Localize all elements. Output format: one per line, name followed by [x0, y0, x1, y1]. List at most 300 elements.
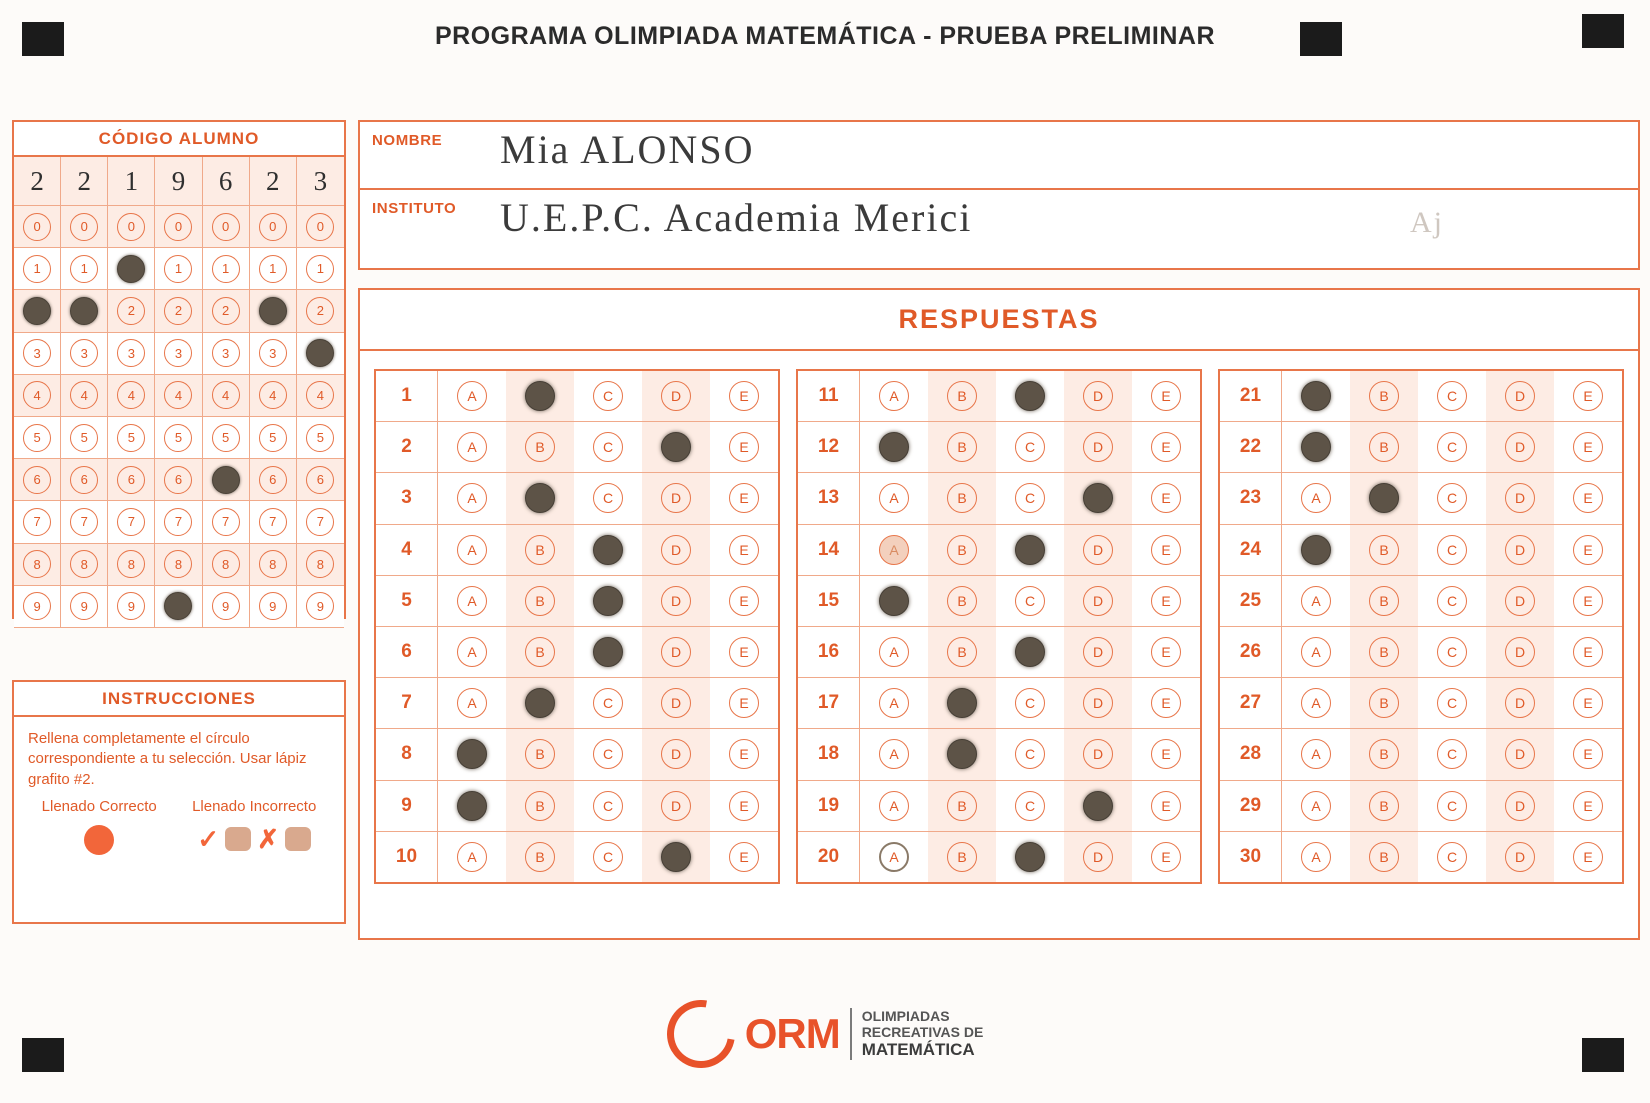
answer-option-cell[interactable]: [1282, 422, 1350, 472]
code-bubble[interactable]: 3: [259, 339, 287, 367]
answer-option-cell[interactable]: [438, 781, 506, 831]
answer-bubble[interactable]: D: [1505, 791, 1535, 821]
answer-option-cell[interactable]: [642, 627, 710, 677]
answer-option-cell[interactable]: [860, 525, 928, 575]
answer-bubble[interactable]: B: [525, 586, 555, 616]
answer-option-cell[interactable]: [1064, 678, 1132, 728]
code-bubble[interactable]: 0: [70, 213, 98, 241]
code-bubble[interactable]: 5: [117, 424, 145, 452]
answer-option-cell[interactable]: [642, 422, 710, 472]
answer-option-cell[interactable]: [860, 678, 928, 728]
code-bubble-cell[interactable]: [61, 375, 108, 417]
answer-option-cell[interactable]: [860, 627, 928, 677]
answer-option-cell[interactable]: [1282, 678, 1350, 728]
answer-option-cell[interactable]: [506, 371, 574, 421]
answer-bubble[interactable]: B: [947, 432, 977, 462]
answer-option-cell[interactable]: [574, 473, 642, 523]
answer-bubble[interactable]: [457, 739, 487, 769]
code-bubble-cell[interactable]: [14, 375, 61, 417]
code-bubble[interactable]: 8: [212, 550, 240, 578]
code-bubble[interactable]: 3: [164, 339, 192, 367]
code-bubble-cell[interactable]: [297, 501, 344, 543]
answer-option-cell[interactable]: [1554, 576, 1622, 626]
answer-bubble[interactable]: D: [661, 739, 691, 769]
answer-option-cell[interactable]: [860, 371, 928, 421]
answer-option-cell[interactable]: [1132, 832, 1200, 882]
answer-bubble[interactable]: D: [1083, 688, 1113, 718]
answer-bubble[interactable]: A: [1301, 842, 1331, 872]
code-bubble-cell[interactable]: [203, 459, 250, 501]
code-written-digit[interactable]: 2: [250, 157, 297, 206]
answer-bubble[interactable]: E: [1151, 637, 1181, 667]
answer-bubble[interactable]: [1015, 381, 1045, 411]
answer-option-cell[interactable]: [1486, 678, 1554, 728]
answer-bubble[interactable]: C: [593, 381, 623, 411]
answer-option-cell[interactable]: [1282, 473, 1350, 523]
code-bubble[interactable]: 4: [70, 381, 98, 409]
code-bubble-cell[interactable]: [203, 417, 250, 459]
answer-option-cell[interactable]: [1064, 525, 1132, 575]
answer-option-cell[interactable]: [1282, 627, 1350, 677]
answer-option-cell[interactable]: [438, 371, 506, 421]
answer-option-cell[interactable]: [642, 576, 710, 626]
code-bubble-cell[interactable]: [108, 544, 155, 586]
answer-bubble[interactable]: B: [1369, 535, 1399, 565]
answer-bubble[interactable]: E: [1151, 791, 1181, 821]
answer-option-cell[interactable]: [928, 422, 996, 472]
answer-option-cell[interactable]: [642, 832, 710, 882]
answer-bubble[interactable]: A: [457, 842, 487, 872]
answer-option-cell[interactable]: [1064, 371, 1132, 421]
code-bubble-cell[interactable]: [61, 206, 108, 248]
answer-option-cell[interactable]: [1418, 627, 1486, 677]
answer-bubble[interactable]: C: [593, 739, 623, 769]
code-bubble[interactable]: 0: [212, 213, 240, 241]
answer-bubble[interactable]: B: [1369, 432, 1399, 462]
answer-option-cell[interactable]: [710, 781, 778, 831]
answer-option-cell[interactable]: [1554, 832, 1622, 882]
answer-option-cell[interactable]: [1554, 781, 1622, 831]
code-bubble[interactable]: 4: [117, 381, 145, 409]
answer-option-cell[interactable]: [860, 473, 928, 523]
answer-option-cell[interactable]: [928, 832, 996, 882]
answer-bubble[interactable]: E: [1573, 637, 1603, 667]
code-bubble-cell[interactable]: [14, 248, 61, 290]
code-bubble-cell[interactable]: [14, 290, 61, 332]
name-field[interactable]: [358, 120, 1640, 194]
code-bubble[interactable]: 9: [117, 592, 145, 620]
answer-option-cell[interactable]: [710, 525, 778, 575]
answer-option-cell[interactable]: [1418, 729, 1486, 779]
answer-option-cell[interactable]: [1554, 525, 1622, 575]
code-bubble[interactable]: 5: [259, 424, 287, 452]
answer-option-cell[interactable]: [1282, 729, 1350, 779]
answer-option-cell[interactable]: [1350, 832, 1418, 882]
answer-bubble[interactable]: [525, 688, 555, 718]
answer-option-cell[interactable]: [1486, 371, 1554, 421]
answer-bubble[interactable]: C: [1437, 842, 1467, 872]
answer-bubble[interactable]: A: [457, 432, 487, 462]
answer-bubble[interactable]: B: [525, 535, 555, 565]
answer-bubble[interactable]: C: [1015, 688, 1045, 718]
answer-option-cell[interactable]: [1418, 473, 1486, 523]
answer-option-cell[interactable]: [1486, 525, 1554, 575]
answer-bubble[interactable]: [525, 483, 555, 513]
answer-bubble[interactable]: B: [947, 535, 977, 565]
code-bubble[interactable]: [117, 255, 145, 283]
answer-bubble[interactable]: D: [1083, 381, 1113, 411]
answer-bubble[interactable]: D: [1505, 842, 1535, 872]
answer-bubble[interactable]: D: [661, 688, 691, 718]
code-bubble[interactable]: 1: [23, 255, 51, 283]
answer-option-cell[interactable]: [1486, 422, 1554, 472]
answer-bubble[interactable]: D: [1505, 739, 1535, 769]
answer-option-cell[interactable]: [1486, 832, 1554, 882]
code-bubble-cell[interactable]: [250, 501, 297, 543]
code-bubble[interactable]: 9: [23, 592, 51, 620]
answer-option-cell[interactable]: [1486, 473, 1554, 523]
answer-bubble[interactable]: A: [457, 637, 487, 667]
answer-option-cell[interactable]: [1282, 525, 1350, 575]
answer-bubble[interactable]: B: [947, 381, 977, 411]
answer-bubble[interactable]: E: [729, 483, 759, 513]
code-bubble[interactable]: 6: [23, 466, 51, 494]
answer-option-cell[interactable]: [928, 781, 996, 831]
answer-option-cell[interactable]: [1350, 473, 1418, 523]
code-bubble[interactable]: 7: [306, 508, 334, 536]
answer-bubble[interactable]: [947, 688, 977, 718]
code-bubble-cell[interactable]: [250, 586, 297, 628]
answer-bubble[interactable]: E: [1151, 739, 1181, 769]
answer-option-cell[interactable]: [506, 729, 574, 779]
answer-bubble[interactable]: C: [1437, 535, 1467, 565]
code-bubble[interactable]: 0: [117, 213, 145, 241]
answer-option-cell[interactable]: [1064, 576, 1132, 626]
answer-option-cell[interactable]: [710, 832, 778, 882]
answer-option-cell[interactable]: [574, 576, 642, 626]
code-bubble-cell[interactable]: [14, 501, 61, 543]
answer-option-cell[interactable]: [574, 422, 642, 472]
answer-bubble[interactable]: [1015, 535, 1045, 565]
answer-option-cell[interactable]: [1282, 781, 1350, 831]
answer-option-cell[interactable]: [928, 473, 996, 523]
answer-bubble[interactable]: A: [879, 535, 909, 565]
code-bubble[interactable]: 1: [259, 255, 287, 283]
code-bubble-cell[interactable]: [14, 459, 61, 501]
answer-option-cell[interactable]: [996, 371, 1064, 421]
answer-bubble[interactable]: D: [1505, 381, 1535, 411]
answer-option-cell[interactable]: [438, 832, 506, 882]
student-code-grid[interactable]: [14, 157, 344, 628]
answer-bubble[interactable]: B: [947, 637, 977, 667]
code-bubble-cell[interactable]: [108, 248, 155, 290]
code-bubble[interactable]: 6: [70, 466, 98, 494]
code-bubble[interactable]: 0: [259, 213, 287, 241]
answer-option-cell[interactable]: [1350, 729, 1418, 779]
answer-option-cell[interactable]: [574, 729, 642, 779]
code-bubble-cell[interactable]: [297, 586, 344, 628]
code-bubble-cell[interactable]: [250, 459, 297, 501]
answer-option-cell[interactable]: [710, 371, 778, 421]
code-bubble-cell[interactable]: [108, 375, 155, 417]
code-bubble-cell[interactable]: [297, 206, 344, 248]
answer-option-cell[interactable]: [710, 627, 778, 677]
answer-option-cell[interactable]: [1350, 422, 1418, 472]
code-bubble[interactable]: 6: [117, 466, 145, 494]
answer-option-cell[interactable]: [1282, 576, 1350, 626]
answer-option-cell[interactable]: [860, 422, 928, 472]
code-bubble-cell[interactable]: [155, 333, 202, 375]
answer-bubble[interactable]: B: [525, 842, 555, 872]
answer-bubble[interactable]: [593, 586, 623, 616]
answer-option-cell[interactable]: [710, 729, 778, 779]
code-bubble-cell[interactable]: [203, 544, 250, 586]
code-bubble[interactable]: 4: [164, 381, 192, 409]
code-bubble-cell[interactable]: [250, 206, 297, 248]
code-written-digit[interactable]: 6: [203, 157, 250, 206]
code-bubble[interactable]: 6: [164, 466, 192, 494]
code-bubble[interactable]: 6: [259, 466, 287, 494]
code-bubble-cell[interactable]: [61, 501, 108, 543]
answer-bubble[interactable]: D: [1083, 739, 1113, 769]
answer-bubble[interactable]: E: [1151, 586, 1181, 616]
code-written-digit[interactable]: 3: [297, 157, 344, 206]
answer-bubble[interactable]: A: [879, 739, 909, 769]
answer-bubble[interactable]: D: [1505, 535, 1535, 565]
code-bubble[interactable]: 8: [70, 550, 98, 578]
code-bubble-cell[interactable]: [250, 544, 297, 586]
answer-bubble[interactable]: E: [1151, 842, 1181, 872]
answer-option-cell[interactable]: [996, 422, 1064, 472]
code-bubble[interactable]: 9: [306, 592, 334, 620]
code-written-digit[interactable]: 2: [14, 157, 61, 206]
answer-option-cell[interactable]: [860, 781, 928, 831]
answer-bubble[interactable]: D: [1083, 842, 1113, 872]
answer-bubble[interactable]: C: [1015, 791, 1045, 821]
code-bubble[interactable]: 8: [117, 550, 145, 578]
answer-option-cell[interactable]: [1486, 576, 1554, 626]
answer-bubble[interactable]: C: [1437, 791, 1467, 821]
answer-option-cell[interactable]: [1486, 627, 1554, 677]
code-bubble[interactable]: 4: [259, 381, 287, 409]
answer-option-cell[interactable]: [642, 729, 710, 779]
answer-bubble[interactable]: E: [729, 637, 759, 667]
code-bubble-cell[interactable]: [155, 544, 202, 586]
answer-option-cell[interactable]: [1064, 729, 1132, 779]
answer-bubble[interactable]: B: [947, 586, 977, 616]
code-bubble-cell[interactable]: [203, 290, 250, 332]
answer-bubble[interactable]: C: [1015, 586, 1045, 616]
answer-bubble[interactable]: B: [1369, 842, 1399, 872]
code-bubble[interactable]: 7: [117, 508, 145, 536]
code-bubble[interactable]: 2: [306, 297, 334, 325]
code-bubble[interactable]: 5: [212, 424, 240, 452]
code-bubble-cell[interactable]: [14, 417, 61, 459]
answer-option-cell[interactable]: [1350, 627, 1418, 677]
answer-option-cell[interactable]: [928, 525, 996, 575]
code-bubble-cell[interactable]: [155, 375, 202, 417]
answer-option-cell[interactable]: [1554, 729, 1622, 779]
code-bubble-cell[interactable]: [155, 290, 202, 332]
answer-option-cell[interactable]: [1064, 832, 1132, 882]
answer-bubble[interactable]: C: [1015, 739, 1045, 769]
answer-option-cell[interactable]: [1554, 422, 1622, 472]
answer-bubble[interactable]: A: [457, 586, 487, 616]
answer-bubble[interactable]: E: [1151, 381, 1181, 411]
answer-bubble[interactable]: E: [1573, 432, 1603, 462]
answer-bubble[interactable]: E: [729, 688, 759, 718]
code-bubble-cell[interactable]: [250, 375, 297, 417]
answer-bubble[interactable]: E: [1573, 381, 1603, 411]
answer-bubble[interactable]: [1301, 381, 1331, 411]
answer-option-cell[interactable]: [1132, 576, 1200, 626]
answer-bubble[interactable]: E: [729, 586, 759, 616]
answer-option-cell[interactable]: [1486, 729, 1554, 779]
code-bubble-cell[interactable]: [297, 544, 344, 586]
answer-option-cell[interactable]: [438, 576, 506, 626]
answer-option-cell[interactable]: [506, 781, 574, 831]
answer-option-cell[interactable]: [710, 473, 778, 523]
answer-bubble[interactable]: B: [1369, 637, 1399, 667]
code-bubble-cell[interactable]: [61, 417, 108, 459]
answer-bubble[interactable]: E: [729, 381, 759, 411]
answer-bubble[interactable]: B: [525, 791, 555, 821]
code-bubble-cell[interactable]: [297, 417, 344, 459]
answer-bubble[interactable]: E: [729, 432, 759, 462]
answer-option-cell[interactable]: [1350, 678, 1418, 728]
answer-bubble[interactable]: D: [661, 535, 691, 565]
answer-bubble[interactable]: E: [1573, 842, 1603, 872]
answer-option-cell[interactable]: [860, 576, 928, 626]
code-bubble[interactable]: 8: [23, 550, 51, 578]
answer-option-cell[interactable]: [710, 576, 778, 626]
answer-bubble[interactable]: [1369, 483, 1399, 513]
answer-option-cell[interactable]: [928, 729, 996, 779]
answer-option-cell[interactable]: [1350, 576, 1418, 626]
answer-bubble[interactable]: B: [947, 842, 977, 872]
answer-option-cell[interactable]: [438, 473, 506, 523]
code-bubble[interactable]: 1: [212, 255, 240, 283]
answer-bubble[interactable]: E: [1151, 483, 1181, 513]
answer-option-cell[interactable]: [996, 525, 1064, 575]
answer-option-cell[interactable]: [642, 678, 710, 728]
code-bubble[interactable]: 4: [23, 381, 51, 409]
answer-option-cell[interactable]: [438, 729, 506, 779]
answer-bubble[interactable]: C: [1437, 381, 1467, 411]
code-written-digit[interactable]: 2: [61, 157, 108, 206]
answer-option-cell[interactable]: [1064, 781, 1132, 831]
answer-option-cell[interactable]: [1418, 576, 1486, 626]
code-bubble[interactable]: [306, 339, 334, 367]
answer-option-cell[interactable]: [506, 832, 574, 882]
answer-bubble[interactable]: D: [661, 791, 691, 821]
answer-bubble[interactable]: B: [1369, 586, 1399, 616]
answer-option-cell[interactable]: [1350, 525, 1418, 575]
answer-bubble[interactable]: B: [947, 791, 977, 821]
answer-bubble[interactable]: [593, 535, 623, 565]
answer-option-cell[interactable]: [928, 627, 996, 677]
answer-bubble[interactable]: C: [593, 791, 623, 821]
answer-option-cell[interactable]: [710, 678, 778, 728]
answer-option-cell[interactable]: [438, 627, 506, 677]
answer-bubble[interactable]: D: [661, 637, 691, 667]
code-bubble-cell[interactable]: [203, 333, 250, 375]
code-bubble-cell[interactable]: [61, 586, 108, 628]
answer-bubble[interactable]: B: [947, 483, 977, 513]
code-bubble-cell[interactable]: [108, 586, 155, 628]
code-bubble-cell[interactable]: [108, 206, 155, 248]
code-bubble-cell[interactable]: [155, 248, 202, 290]
answer-bubble[interactable]: [879, 432, 909, 462]
answer-bubble[interactable]: B: [525, 432, 555, 462]
answer-bubble[interactable]: C: [1437, 483, 1467, 513]
code-bubble-cell[interactable]: [203, 248, 250, 290]
answer-option-cell[interactable]: [1132, 371, 1200, 421]
code-bubble[interactable]: 5: [70, 424, 98, 452]
answer-bubble[interactable]: B: [1369, 791, 1399, 821]
answer-bubble[interactable]: E: [1151, 432, 1181, 462]
answer-option-cell[interactable]: [1064, 627, 1132, 677]
answer-bubble[interactable]: C: [1437, 586, 1467, 616]
answer-bubble[interactable]: A: [1301, 586, 1331, 616]
answer-option-cell[interactable]: [506, 576, 574, 626]
answer-option-cell[interactable]: [574, 832, 642, 882]
answer-option-cell[interactable]: [642, 473, 710, 523]
code-bubble-cell[interactable]: [61, 248, 108, 290]
code-bubble[interactable]: 5: [23, 424, 51, 452]
answer-bubble[interactable]: E: [1573, 739, 1603, 769]
code-bubble-cell[interactable]: [155, 206, 202, 248]
answer-bubble[interactable]: C: [1437, 432, 1467, 462]
answer-option-cell[interactable]: [1132, 422, 1200, 472]
answer-option-cell[interactable]: [996, 729, 1064, 779]
code-bubble[interactable]: [164, 592, 192, 620]
answer-bubble[interactable]: [661, 432, 691, 462]
answer-bubble[interactable]: D: [1505, 432, 1535, 462]
code-bubble[interactable]: [70, 297, 98, 325]
answer-bubble[interactable]: B: [525, 739, 555, 769]
code-bubble[interactable]: 3: [117, 339, 145, 367]
answer-option-cell[interactable]: [996, 781, 1064, 831]
answer-bubble[interactable]: D: [1505, 637, 1535, 667]
code-bubble[interactable]: 0: [306, 213, 334, 241]
answer-option-cell[interactable]: [996, 627, 1064, 677]
answer-bubble[interactable]: A: [879, 791, 909, 821]
code-bubble[interactable]: 7: [70, 508, 98, 536]
code-bubble-cell[interactable]: [250, 333, 297, 375]
code-bubble[interactable]: 5: [164, 424, 192, 452]
answer-bubble[interactable]: C: [1015, 432, 1045, 462]
answer-bubble[interactable]: A: [1301, 688, 1331, 718]
code-bubble[interactable]: [23, 297, 51, 325]
code-bubble-cell[interactable]: [297, 333, 344, 375]
answer-bubble[interactable]: D: [1083, 637, 1113, 667]
code-bubble[interactable]: 2: [117, 297, 145, 325]
code-bubble[interactable]: 9: [259, 592, 287, 620]
answer-bubble[interactable]: E: [1573, 535, 1603, 565]
answer-bubble[interactable]: [1083, 483, 1113, 513]
answer-bubble[interactable]: [593, 637, 623, 667]
answer-bubble[interactable]: [1015, 842, 1045, 872]
code-bubble[interactable]: 8: [164, 550, 192, 578]
answer-option-cell[interactable]: [1554, 371, 1622, 421]
code-bubble[interactable]: 4: [212, 381, 240, 409]
answer-bubble[interactable]: [1015, 637, 1045, 667]
answer-bubble[interactable]: D: [1505, 688, 1535, 718]
answer-option-cell[interactable]: [1132, 729, 1200, 779]
code-bubble[interactable]: 9: [212, 592, 240, 620]
code-bubble[interactable]: 7: [259, 508, 287, 536]
